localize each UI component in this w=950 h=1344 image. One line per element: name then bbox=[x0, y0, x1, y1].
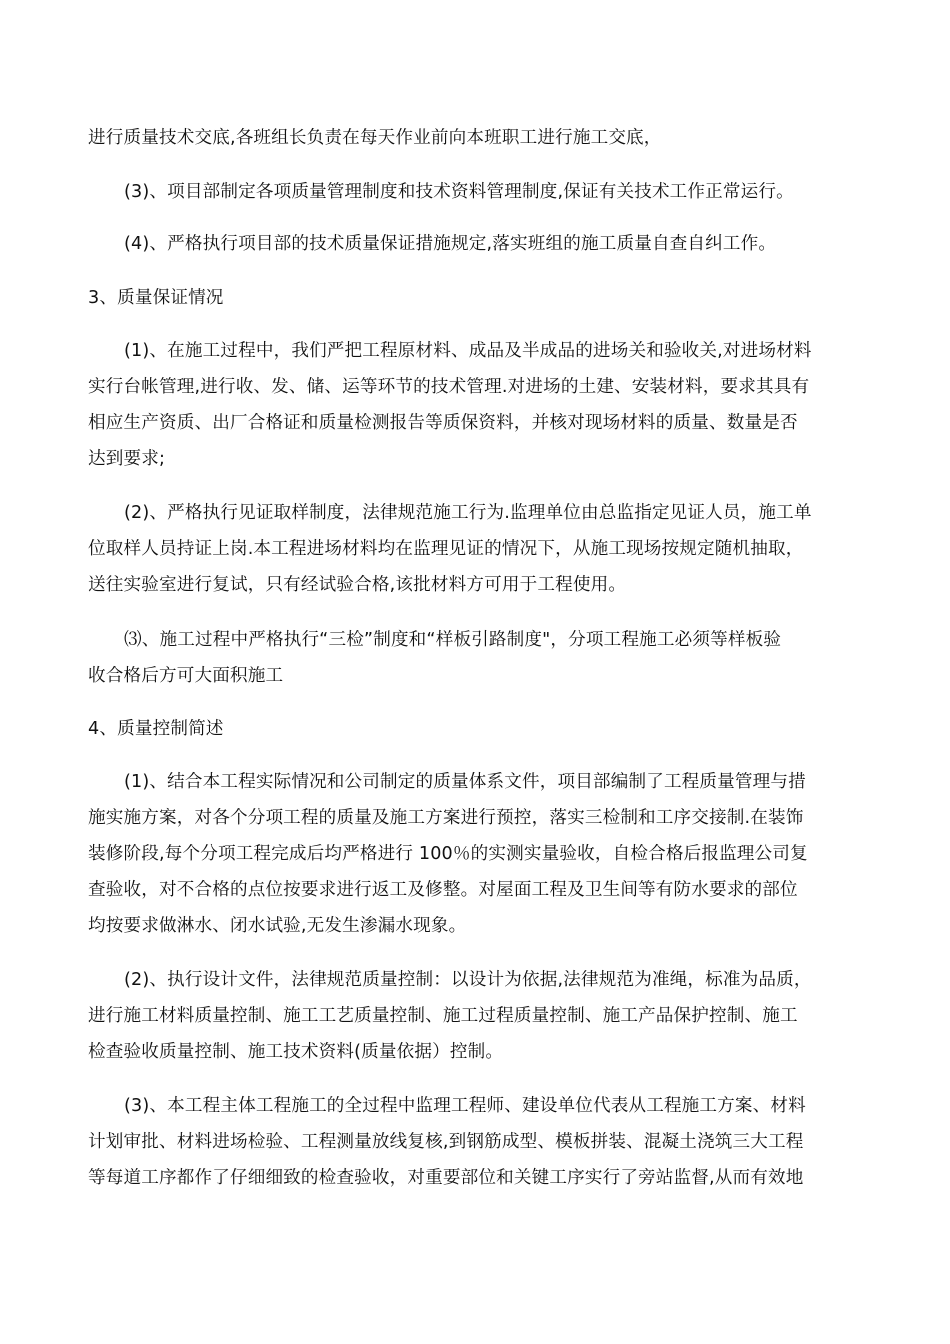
text-line: (2)、执行设计文件，法律规范质量控制：以设计为依据,法律规范为准绳，标准为品质， bbox=[124, 970, 812, 990]
text-line: 位取样人员持证上岗.本工程进场材料均在监理见证的情况下，从施工现场按规定随机抽取， bbox=[88, 539, 804, 559]
text-line: 收合格后方可大面积施工 bbox=[88, 666, 284, 686]
text-line: (4)、严格执行项目部的技术质量保证措施规定,落实班组的施工质量自查自纠工作。 bbox=[124, 234, 777, 254]
text-line: 进行施工材料质量控制、施工工艺质量控制、施工过程质量控制、施工产品保护控制、施工 bbox=[88, 1006, 798, 1026]
section-heading: 4、质量控制简述 bbox=[88, 719, 224, 739]
text-line: 均按要求做淋水、闭水试验,无发生渗漏水现象。 bbox=[88, 916, 467, 936]
text-line: (1)、结合本工程实际情况和公司制定的质量体系文件，项目部编制了工程质量管理与措 bbox=[124, 772, 806, 792]
text-line: 检查验收质量控制、施工技术资料(质量依据）控制。 bbox=[88, 1042, 504, 1062]
text-line: 施实施方案，对各个分项工程的质量及施工方案进行预控，落实三检制和工序交接制.在装饰 bbox=[88, 808, 804, 828]
text-line: (1)、在施工过程中，我们严把工程原材料、成品及半成品的进场关和验收关,对进场材料 bbox=[124, 341, 812, 361]
text-line: 等每道工序都作了仔细细致的检查验收，对重要部位和关键工序实行了旁站监督,从而有效地 bbox=[88, 1168, 804, 1188]
text-line: 进行质量技术交底,各班组长负责在每天作业前向本班职工进行施工交底， bbox=[88, 128, 662, 148]
section-heading: 3、质量保证情况 bbox=[88, 288, 224, 308]
text-line: 达到要求; bbox=[88, 449, 166, 469]
text-line: (2)、严格执行见证取样制度，法律规范施工行为.监理单位由总监指定见证人员，施工单 bbox=[124, 503, 812, 523]
text-line: 计划审批、材料进场检验、工程测量放线复核,到钢筋成型、模板拼装、混凝土浇筑三大工程 bbox=[88, 1132, 804, 1152]
text-line: 实行台帐管理,进行收、发、储、运等环节的技术管理.对进场的土建、安装材料，要求其具有 bbox=[88, 377, 810, 397]
text-line: ⑶、施工过程中严格执行“三检”制度和“样板引路制度"，分项工程施工必须等样板验 bbox=[124, 630, 782, 650]
text-line: 相应生产资质、出厂合格证和质量检测报告等质保资料，并核对现场材料的质量、数量是否 bbox=[88, 413, 798, 433]
text-line: (3)、项目部制定各项质量管理制度和技术资料管理制度,保证有关技术工作正常运行。 bbox=[124, 182, 794, 202]
text-line: 送往实验室进行复试，只有经试验合格,该批材料方可用于工程使用。 bbox=[88, 575, 627, 595]
text-line: (3)、本工程主体工程施工的全过程中监理工程师、建设单位代表从工程施工方案、材料 bbox=[124, 1096, 806, 1116]
text-line: 装修阶段,每个分项工程完成后均严格进行 100％的实测实量验收，自检合格后报监理公司复 bbox=[88, 844, 808, 864]
text-line: 查验收，对不合格的点位按要求进行返工及修整。对屋面工程及卫生间等有防水要求的部位 bbox=[88, 880, 798, 900]
